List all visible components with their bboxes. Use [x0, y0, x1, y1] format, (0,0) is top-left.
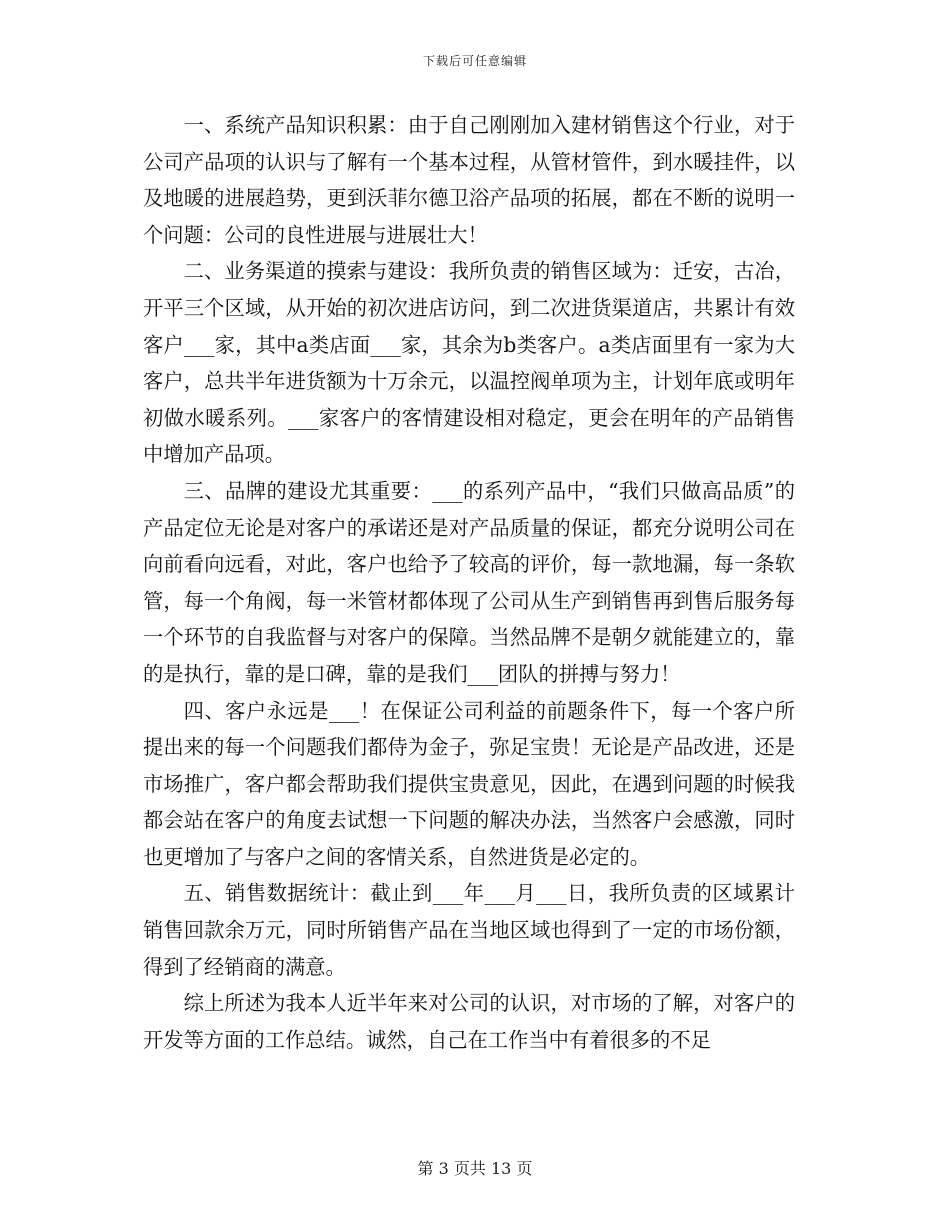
paragraph-customer-first: 四、客户永远是___！在保证公司利益的前题条件下，每一个客户所提出来的每一个问题我们都侍为金子，弥足宝贵！无论是产品改进，还是市场推广，客户都会帮助我们提供宝贵意见，因此，在遇到问题的时候我都会站在客户的角度去试想一下问题的解决办法，当然客户会感激，同时也更增加了与客户之间的客情关系，自然进货是必定的。: [143, 698, 795, 869]
paragraph-brand-building: 三、品牌的建设尤其重要：___的系列产品中，“我们只做高品质”的产品定位无论是对客户的承诺还是对产品质量的保证，都充分说明公司在向前看向远看，对此，客户也给予了较高的评价，每一款地漏，每一条软管，每一个角阀，每一米管材都体现了公司从生产到销售再到售后服务每一个环节的自我监督与对客户的保障。当然品牌不是朝夕就能建立的，靠的是执行，靠的是口碑，靠的是我们___团队的拼搏与努力！: [143, 478, 795, 686]
page-header: 下载后可任意编辑: [422, 54, 527, 68]
page-number: 第 3 页共 13 页: [417, 1159, 533, 1178]
paragraph-summary: 综上所述为我本人近半年来对公司的认识，对市场的了解，对客户的开发等方面的工作总结。诚然，自己在工作当中有着很多的不足: [143, 991, 795, 1052]
paragraph-product-knowledge: 一、系统产品知识积累：由于自己刚刚加入建材销售这个行业，对于公司产品项的认识与了解有一个基本过程，从管材管件，到水暖挂件，以及地暖的进展趋势，更到沃菲尔德卫浴产品项的拓展，都在不断的说明一个问题：公司的良性进展与进展壮大！: [143, 113, 795, 247]
document-body: [143, 107, 795, 1058]
paragraph-business-channels: 二、业务渠道的摸索与建设：我所负责的销售区域为：迁安，古冶，开平三个区域，从开始的初次进店访问，到二次进货渠道店，共累计有效客户___家，其中a类店面___家，其余为b类客户。a类店面里有一家为大客户，总共半年进货额为十万余元，以温控阀单项为主，计划年底或明年初做水暖系列。___家客户的客情建设相对稳定，更会在明年的产品销售中增加产品项。: [143, 259, 795, 467]
paragraph-sales-statistics: 五、销售数据统计：截止到___年___月___日，我所负责的区域累计销售回款余万元，同时所销售产品在当地区域也得到了一定的市场份额，得到了经销商的满意。: [143, 881, 795, 979]
